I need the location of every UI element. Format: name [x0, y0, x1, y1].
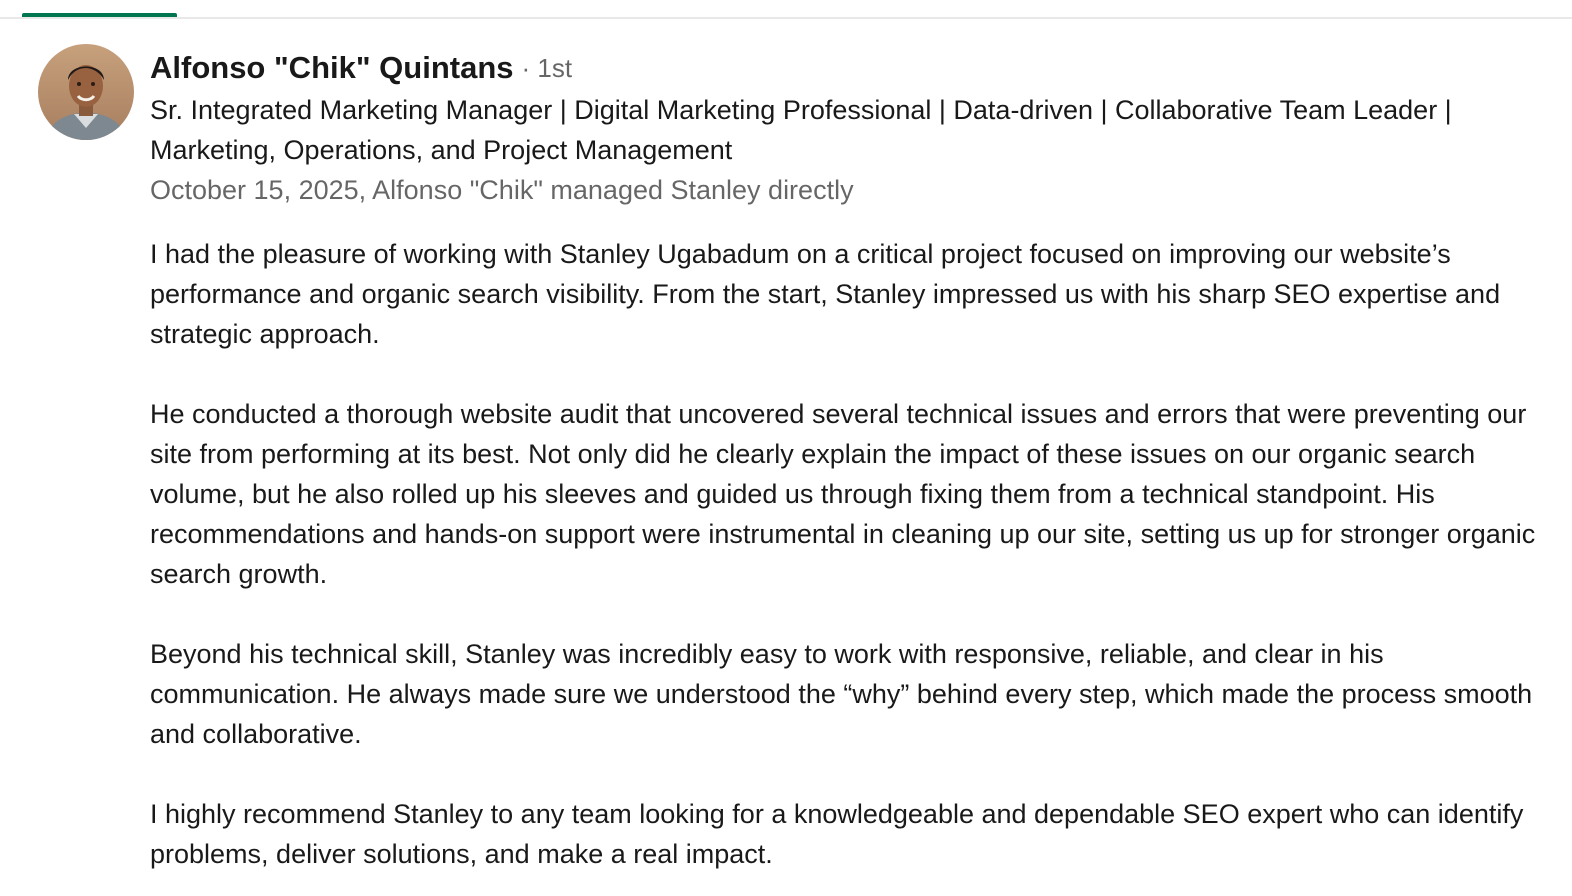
recommendation-paragraph: He conducted a thorough website audit that uncovered several technical issues and errors that were preventing our site from performing at its best. Not only did he clearly explain the impact of these issues on our organic search volume, but he also rolled up his sleeves and guided us through fixing them from a technical standpoint. His recommendations and hands-on support were instrumental in cleaning up our site, setting us up for stronger organic search growth. — [150, 399, 1536, 589]
tab-strip — [0, 0, 1572, 19]
recommender-name[interactable]: Alfonso "Chik" Quintans — [150, 50, 514, 85]
recommendation-paragraph: I highly recommend Stanley to any team looking for a knowledgeable and dependable SEO expert who can identify problems, deliver solutions, and make a real impact. — [150, 799, 1524, 869]
recommendation-entry — [150, 46, 1560, 874]
recommendation-paragraph: I had the pleasure of working with Stanley Ugabadum on a critical project focused on improving our website’s performance and organic search visibility. From the start, Stanley impressed us with his sharp SEO expertise and strategic approach. — [150, 239, 1501, 349]
recommendation-paragraph: Beyond his technical skill, Stanley was incredibly easy to work with responsive, reliable, and clear in his communication. He always made sure we understood the “why” behind every step, which made the process smooth and collaborative. — [150, 639, 1533, 749]
recommender-headline: Sr. Integrated Marketing Manager | Digital Marketing Professional | Data-driven | Collaborative Team Leader | Marketing, Operations, and Project Management — [150, 95, 1452, 165]
recommendation-text — [150, 234, 1560, 874]
connection-degree: · 1st — [521, 52, 573, 83]
recommender-avatar[interactable] — [38, 44, 134, 140]
avatar-photo — [38, 44, 134, 140]
active-tab-indicator — [22, 13, 177, 17]
relationship-meta: October 15, 2025, Alfonso "Chik" managed Stanley directly — [150, 175, 854, 205]
name-row — [150, 46, 1560, 90]
